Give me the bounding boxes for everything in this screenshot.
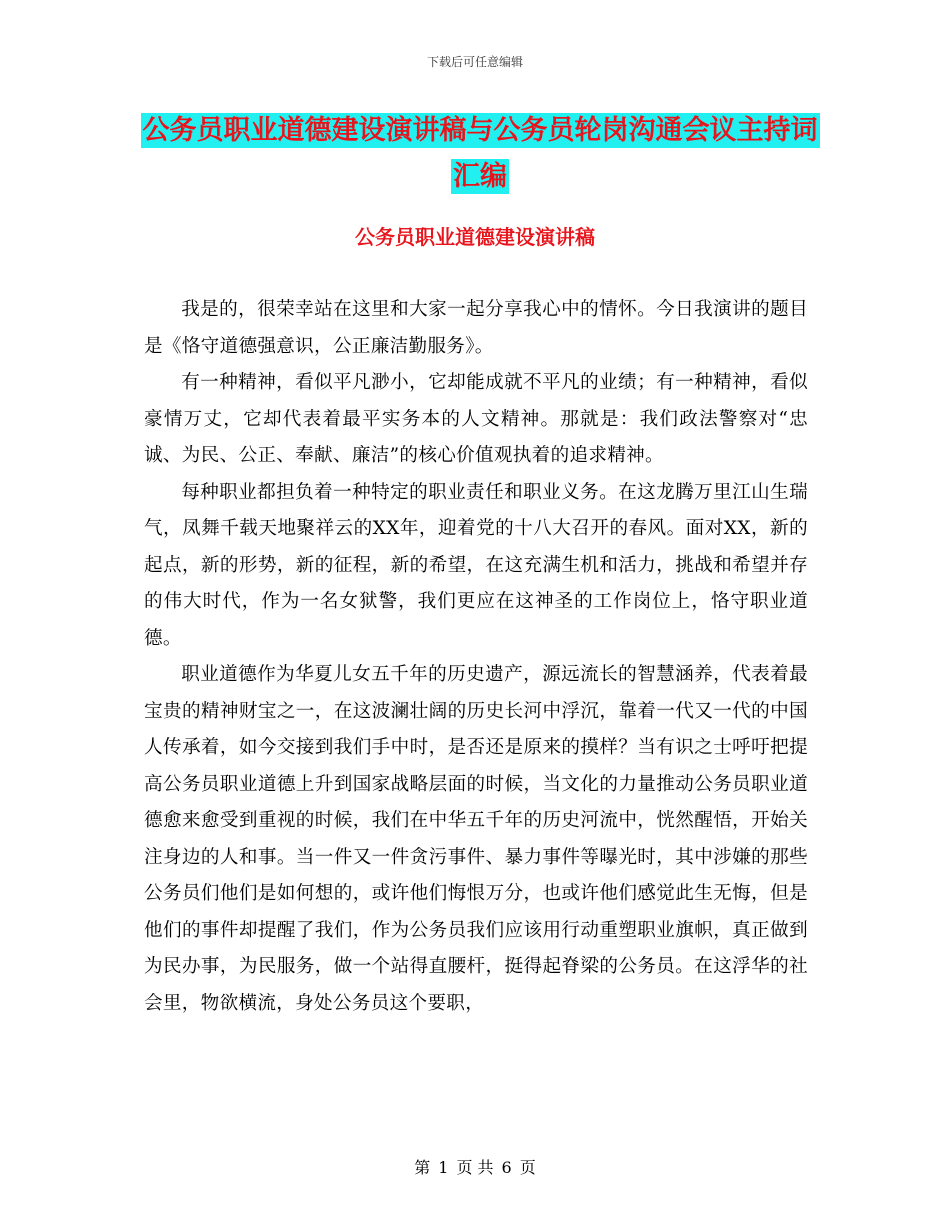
page-footer — [0, 1155, 950, 1178]
section-title: 公务员职业道德建设演讲稿 — [355, 225, 595, 249]
paragraph-4: 职业道德作为华夏儿女五千年的历史遗产，源远流长的智慧涵养，代表着最宝贵的精神财宝之一，在这波澜壮阔的历史长河中浮沉，靠着一代又一代的中国人传承着，如今交接到我们手中时，是否还是原来的摸样？当有识之士呼吁把提高公务员职业道德上升到国家战略层面的时候，当文化的力量推动公务员职业道德愈来愈受到重视的时候，我们在中华五千年的历史河流中，恍然醒悟，开始关注身边的人和事。当一件又一件贪污事件、暴力事件等曝光时，其中涉嫌的那些公务员们他们是如何想的，或许他们悔恨万分，也或许他们感觉此生无悔，但是他们的事件却提醒了我们，作为公务员我们应该用行动重塑职业旗帜，真正做到为民办事，为民服务，做一个站得直腰杆，挺得起脊梁的公务员。在这浮华的社会里，物欲横流，身处公务员这个要职， — [144, 664, 808, 1014]
page-number: 1 — [438, 1158, 449, 1177]
total-pages: 6 — [501, 1158, 512, 1177]
body-text — [144, 292, 808, 1022]
document-title-text: 公务员职业道德建设演讲稿与公务员轮岗沟通会议主持词汇编 — [142, 115, 818, 192]
header-note: 下载后可任意编辑 — [426, 55, 523, 69]
document-title — [140, 108, 820, 200]
page-label-prefix: 第 — [414, 1158, 431, 1177]
paragraph-3: 每种职业都担负着一种特定的职业责任和职业义务。在这龙腾万里江山生瑞气，凤舞千载天地聚祥云的XX年，迎着党的十八大召开的春风。面对XX，新的起点，新的形势，新的征程，新的希望，在这充满生机和活力，挑战和希望并存的伟大时代，作为一名女狱警，我们更应在这神圣的工作岗位上，恪守职业道德。 — [144, 481, 808, 649]
paragraph-2: 有一种精神，看似平凡渺小，它却能成就不平凡的业绩；有一种精神，看似豪情万丈，它却代表着最平实务本的人文精神。那就是：我们政法警察对“忠诚、为民、公正、奉献、廉洁”的核心价值观执着的追求精神。 — [144, 372, 808, 466]
paragraph-1: 我是的，很荣幸站在这里和大家一起分享我心中的情怀。今日我演讲的题目是《恪守道德强意识，公正廉洁勤服务》。 — [144, 299, 808, 357]
page-label-mid: 页 共 — [456, 1158, 494, 1177]
page-label-suffix: 页 — [519, 1158, 536, 1177]
